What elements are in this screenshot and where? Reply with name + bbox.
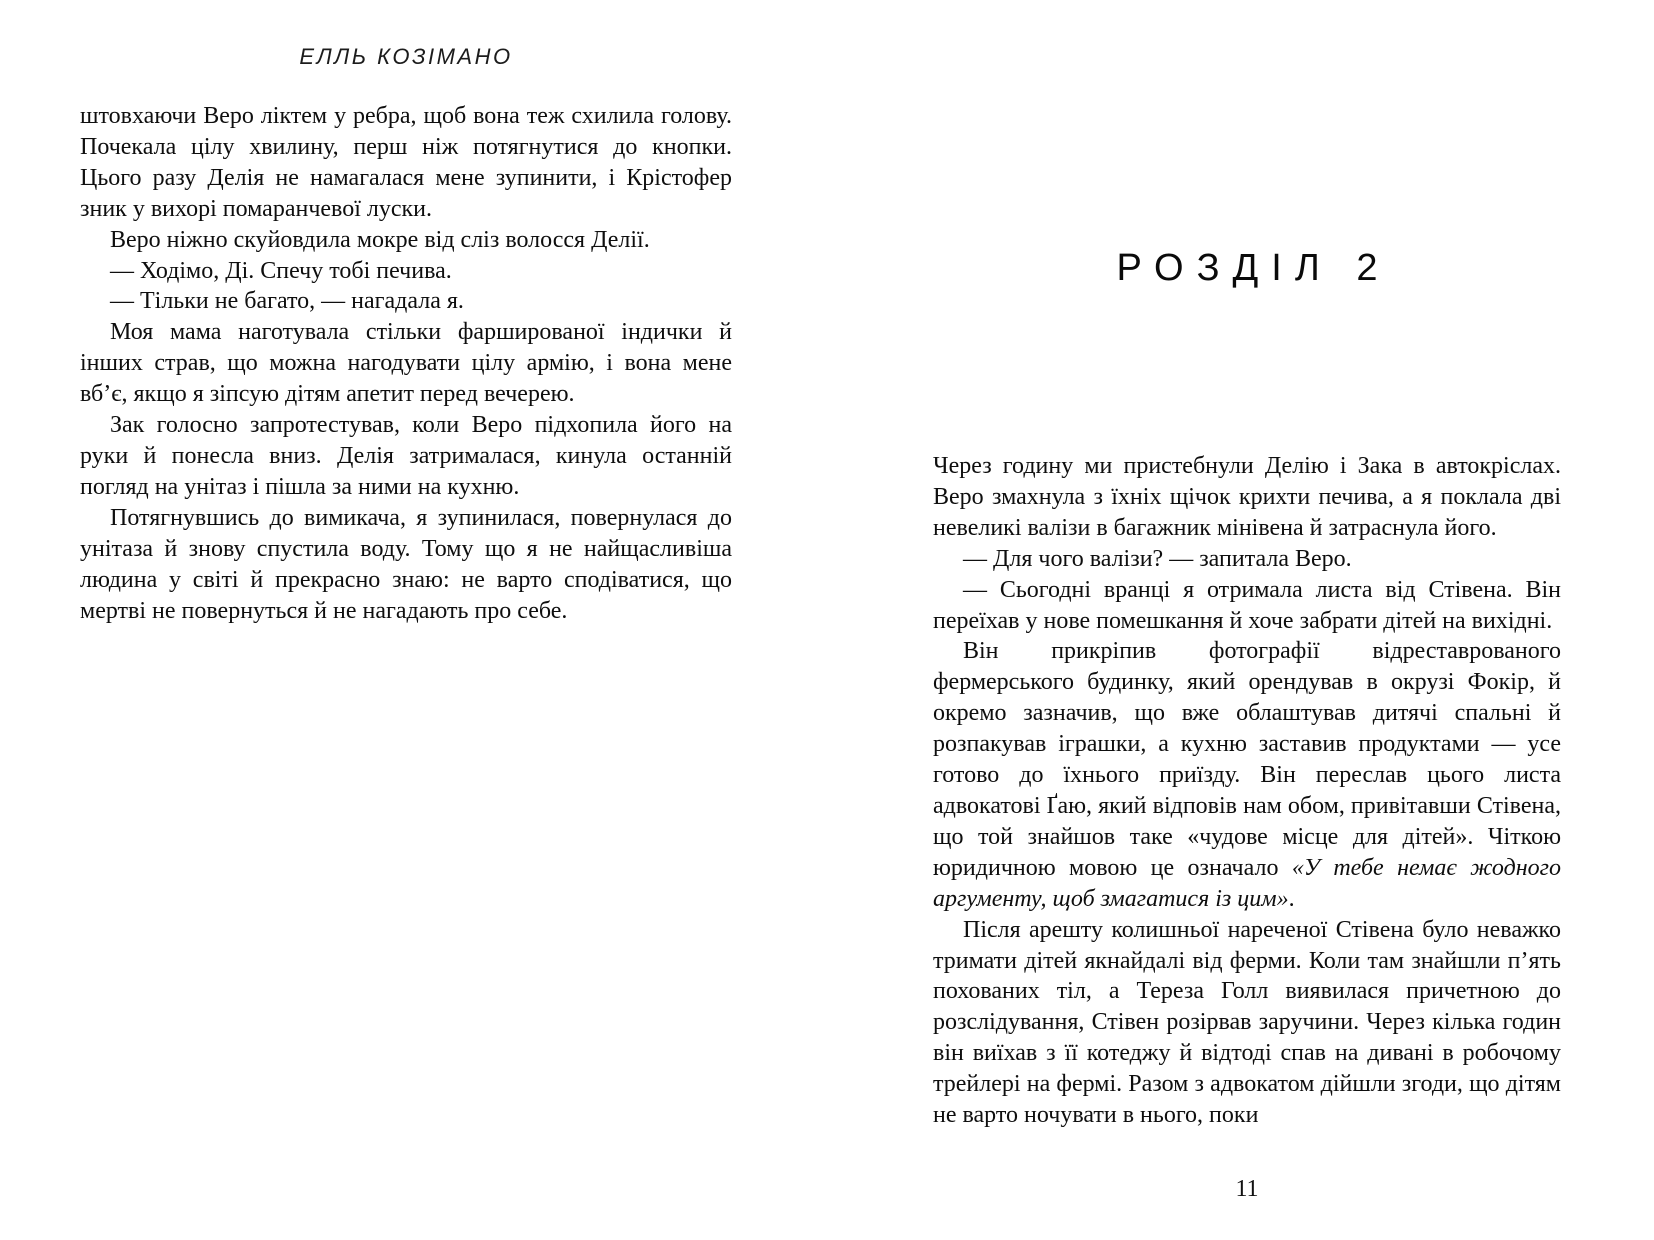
text-segment: — Для чого валізи? — запитала Веро. bbox=[963, 545, 1352, 572]
body-paragraph bbox=[80, 256, 732, 287]
body-paragraph bbox=[80, 101, 732, 225]
italic-text-segment: «У тебе немає жодного аргументу, щоб змагатися із цим» bbox=[933, 854, 1561, 912]
body-paragraph bbox=[933, 544, 1561, 575]
body-paragraph bbox=[933, 575, 1561, 637]
text-segment: Моя мама наготувала стільки фаршированої індички й інших страв, що можна нагодувати цілу армію, і вона мене вб’є, якщо я зіпсую дітям апетит перед вечерею. bbox=[80, 319, 732, 408]
body-paragraph bbox=[933, 636, 1561, 914]
running-header: ЕЛЛЬ КОЗІМАНО bbox=[299, 44, 513, 69]
chapter-heading: РОЗДІЛ 2 bbox=[1116, 247, 1391, 289]
body-paragraph bbox=[80, 410, 732, 503]
page-number: 11 bbox=[1235, 1176, 1259, 1202]
left-page-body bbox=[80, 101, 732, 626]
body-paragraph bbox=[80, 317, 732, 410]
left-page bbox=[80, 0, 732, 1240]
text-segment: Після арешту колишньої нареченої Стівена було неважко тримати дітей якнайдалі від ферми. Коли там знайшли п’ять похованих тіл, а Тереза Голл виявилася причетною до розслідування, Стівен розірвав заручини. Через кілька годин він виїхав з її котеджу й відтоді спав на дивані в робочому трейлері на фермі. Разом з адвокатом дійшли згоди, що дітям не варто ночувати в нього, поки bbox=[933, 916, 1561, 1129]
body-paragraph bbox=[80, 503, 732, 627]
text-segment: штовхаючи Веро ліктем у ребра, щоб вона теж схилила голову. Почекала цілу хвилину, перш ніж потягнутися до кнопки. Цього разу Делія не намагалася мене зупинити, і Крістофер зник у вихорі помаранчевої луски. bbox=[80, 103, 732, 222]
text-segment: Він прикріпив фотографії відреставрованого фермерського будинку, який орендував в окрузі Фокір, й окремо зазначив, що вже облаштував дитячі спальні й розпакував іграшки, а кухню заставив продуктами — усе готово до їхнього приїзду. Він переслав цього листа адвокатові Ґаю, який відповів нам обом, привітавши Стівена, що той знайшов таке «чудове місце для дітей». Чіткою юридичною мовою це означало bbox=[933, 638, 1561, 881]
text-segment: — Сьогодні вранці я отримала листа від Стівена. Він переїхав у нове помешкання й хоче забрати дітей на вихідні. bbox=[933, 576, 1561, 634]
body-paragraph bbox=[933, 451, 1561, 544]
text-segment: Зак голосно запротестував, коли Веро підхопила його на руки й понесла вниз. Делія затрималася, кинула останній погляд на унітаз і пішла за ними на кухню. bbox=[80, 412, 732, 500]
body-paragraph bbox=[80, 225, 732, 256]
text-segment: Веро ніжно скуйовдила мокре від сліз волосся Делії. bbox=[110, 226, 650, 253]
body-paragraph bbox=[933, 915, 1561, 1131]
right-page bbox=[933, 0, 1561, 1240]
text-segment: Потягнувшись до вимикача, я зупинилася, повернулася до унітаза й знову спустила воду. Тому що я не найщасливіша людина у світі й прекрасно знаю: не варто сподіватися, що мертві не повернуться й не нагадають про себе. bbox=[80, 504, 732, 624]
body-paragraph bbox=[80, 286, 732, 317]
text-segment: — Тільки не багато, — нагадала я. bbox=[110, 288, 464, 315]
text-segment: . bbox=[1288, 885, 1295, 912]
text-segment: Через годину ми пристебнули Делію і Зака в автокріслах. Веро змахнула з їхніх щічок крихти печива, а я поклала дві невеликі валізи в багажник мінівена й затраснула його. bbox=[933, 453, 1561, 541]
text-segment: — Ходімо, Ді. Спечу тобі печива. bbox=[110, 257, 452, 284]
right-page-body bbox=[933, 451, 1561, 1131]
